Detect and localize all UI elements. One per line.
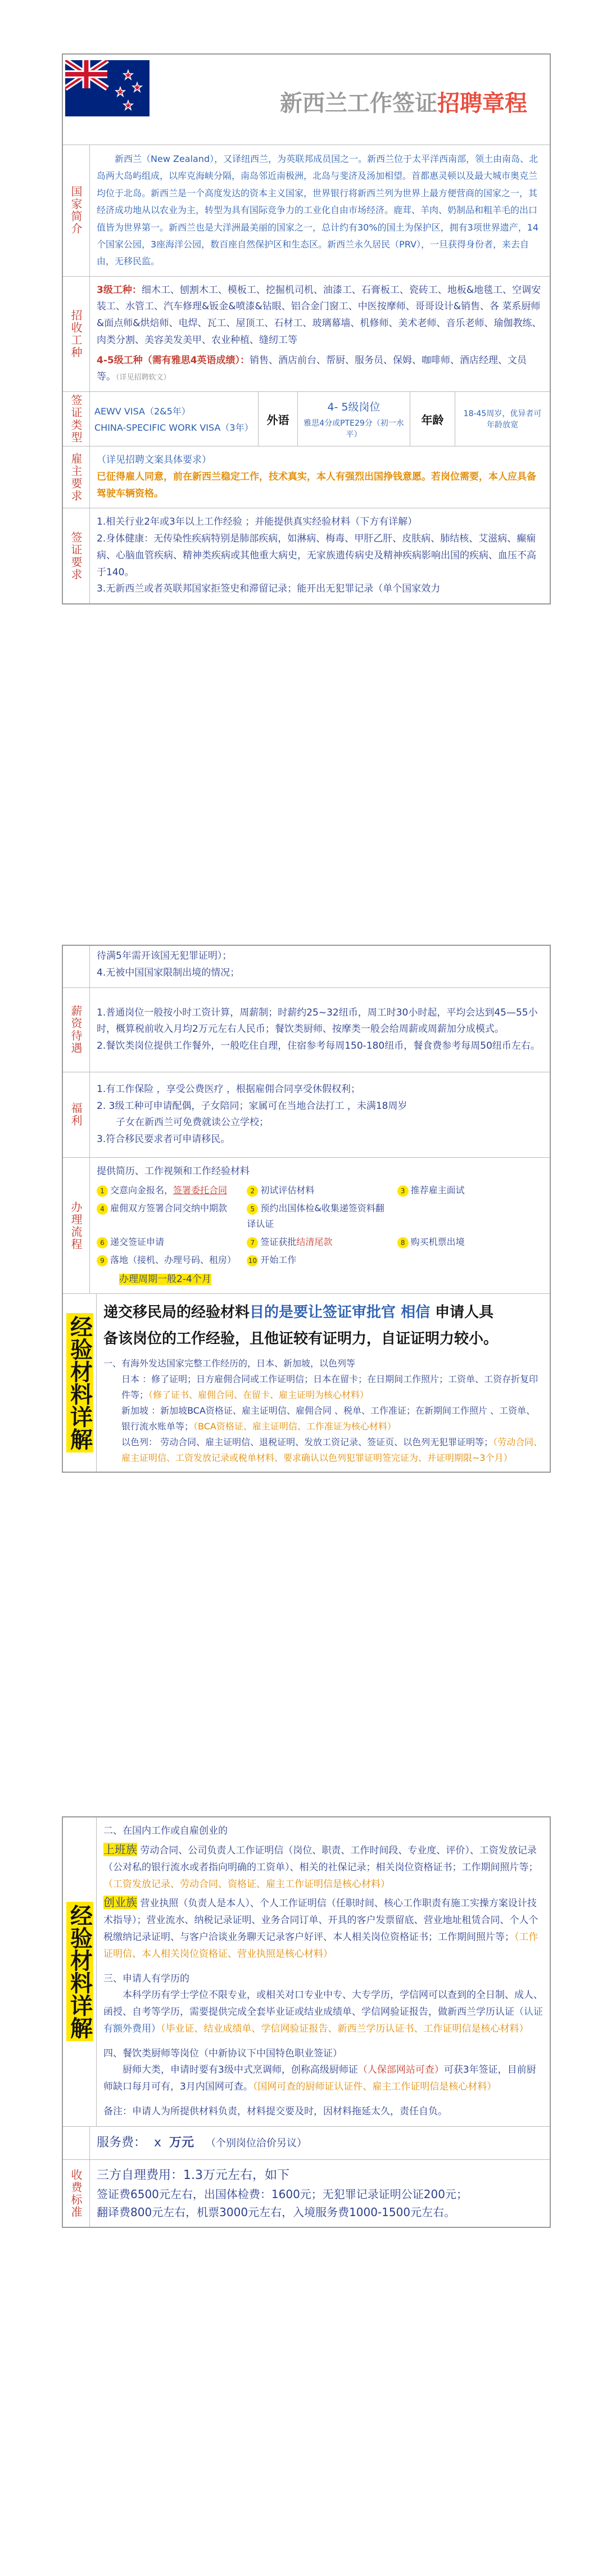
service-fee: 服务费： x 万元 （个别岗位洽价另议） [97,2135,307,2150]
experience-content [97,1294,550,1472]
language-score: 雅思4分或PTE29分（初一水平） [304,418,404,439]
jobs-row [63,276,550,392]
welfare-content [90,1072,550,1157]
process-label: 办理流程 [63,1158,90,1294]
experience-s4-title: 四、餐饮类厨师等岗位（中新协议下中国特色职业签证） [103,2047,342,2059]
process-step: 5 预约出国体检&收集递签资料翻译认证 [247,1202,384,1229]
process-row [63,1157,550,1294]
process-step: 9 落地（接机、办理号码、租房） [97,1252,242,1268]
experience-row-2 [63,1817,550,2126]
visa-row [63,391,550,446]
service-fee-row [63,2126,550,2160]
process-step: 10 开始工作 [247,1252,392,1268]
age-value: 18-45周岁，优异者可年龄放宽 [463,409,542,430]
welfare-label: 福利 [63,1072,90,1157]
process-duration: 办理周期一般2-4个月 [119,1273,211,1285]
experience-section-1 [103,1356,543,1466]
process-head: 提供简历、工作视频和工作经验材料 [97,1165,250,1177]
language-level: 4- 5级岗位 [327,400,380,413]
process-step: 4 雇佣双方签署合同交纳中期款 [97,1201,242,1232]
visa-req-cont [90,946,550,987]
fees-row [63,2159,550,2227]
experience-remark: 备注：申请人为所提供材料负责，材料提交要及时，因材料拖延太久，责任自负。 [103,2105,447,2117]
country-intro-row [63,145,550,276]
welfare-item-2b: 子女在新西兰可免费就读公立学校； [116,1117,269,1129]
new-zealand-flag-icon [65,60,150,116]
experience-s4-text: 厨师大类，申请时要有3级中式烹调师，创称高级厨师证（人保部网站可查）可获3年签证，目前厨师缺口每月可有，3月内国网可查。（国网可查的厨师证认证件、雇主工作证明信是核心材料） [103,2064,536,2092]
experience-s3-text: 本科学历有学士学位不限专业，或相关对口专业中专、大专学历，学信网可以查到的全日制、成人、函授、自考等学历，需要提供完成全套毕业证或结业成绩单、学信网验证报告，做新西兰学历认证（认证有额外费用）（毕业证、结业成绩单、学信网验证报告、新西兰学历认证书、工作证明信是核心材料） [103,1989,543,2034]
fees-third-party-2: 翻译费800元左右，机票3000元左右，入境服务费1000-1500元左右。 [97,2205,456,2219]
process-step: 8 购买机票出境 [397,1234,543,1250]
welfare-row [63,1072,550,1157]
jobs-group4-title: 4-5级工种（需有雅思4英语成绩）： [97,354,250,366]
process-step: 3 推荐雇主面试 [397,1183,543,1198]
age-label: 年龄 [410,392,455,446]
visa-req-label: 签证要求 [63,508,90,603]
experience-content-2 [97,1817,550,2126]
employer-text: 已征得雇人同意，前在新西兰稳定工作，技术真实，本人有强烈出国挣钱意愿。若岗位需要，本人应具备驾驶车辆资格。 [97,471,536,499]
experience-s1-title: 一、有海外发达国家完整工作经历的，日本、新加坡，以色列等 [103,1357,356,1369]
jobs-group4-note: （详见招聘软文） [116,373,171,382]
visa-table [90,392,550,446]
experience-s1-il: 以色列： 劳动合同、雇主证明信、退税证明、发放工资记录、签证页、以色列无犯罪证明等；（劳动合同、雇主证明信、工资发放记录或税单材料、要求确认以色列犯罪证明签完证为、并证明期限~3个月） [121,1436,543,1463]
visa-req-row [63,508,550,603]
salary-row [63,987,550,1072]
experience-row [63,1293,550,1472]
process-step: 7 签证获批结清尾款 [247,1234,392,1250]
welfare-item-3: 3.符合移民要求者可申请移民。 [97,1134,230,1145]
experience-s1-japan: 日本 ：修了证明；日方雇佣合同或工作证明信；日本在留卡；在日期间工作照片；工资单、工资存折复印件等；（修了证书、雇佣合同、在留卡、雇主证明为核心材料） [121,1373,538,1400]
fees-third-party-1: 签证费6500元左右，出国体检费：1600元；无犯罪记录证明公证200元； [97,2187,468,2201]
process-content [90,1158,550,1294]
experience-s2-biz: 创业族 营业执照（负责人是本人）、个人工作证明信（任职时间、核心工作职责有施工实操方案设计技术指导）；营业流水、纳税记录证明、业务合同订单、开具的客户发票留底、营业地址租赁合同、个人个税缴纳记录证明、与客户洽谈业务聊天记录客户好评、本人相关岗位资格证书；工作期间照片等；（工作证明信、本人相关岗位资格证、营业执照是核心材料） [103,1896,538,1960]
visa-type-aewv: AEWV VISA（2&5年） [94,406,191,417]
service-fee-label-blank [63,2127,90,2160]
process-steps [97,1183,543,1268]
employer-label: 雇主要求 [63,446,90,508]
employer-row [63,446,550,508]
jobs-group3-title: 3级工种： [97,284,142,296]
jobs-group4-text: 销售、酒店前台、帮厨、服务员、保姆、咖啡师、酒店经理、文员等。 [97,354,527,383]
block-3 [62,1816,551,2228]
experience-s3-title: 三、申请人有学历的 [103,1973,189,1984]
salary-item-2: 2.餐饮类岗位提供工作餐外，一般吃住自理，住宿参考每周150-180纽币，餐食费参考每周50纽币左右。 [97,1040,540,1052]
visa-req-item-3b: 待满5年需开该国无犯罪证明）； [97,950,232,962]
experience-s2-office: 上班族 劳动合同、公司负责人工作证明信（岗位、职责、工作时间段、专业度、评价）、工资发放记录（公对私的银行流水或者指向明确的工资单）、相关的社保记录；相关岗位资格证书；工作期间照片等；（工资发放记录、劳动合同、资格证、雇主工作证明信是核心材料） [103,1842,538,1890]
block-1 [62,53,551,604]
language-label: 外语 [259,392,298,446]
fees-label: 收费标准 [63,2160,90,2227]
salary-label: 薪资待遇 [63,988,90,1072]
visa-req-content [90,508,550,603]
experience-label-2: 经验材料详解 [63,1817,97,2126]
jobs-group4 [97,353,543,386]
process-step: 1 交意向金报名，签署委托合同 [97,1183,242,1198]
process-step: 6 递交签证申请 [97,1234,242,1250]
visa-req-cont-row [63,946,550,987]
country-intro-label: 国家简介 [63,145,90,276]
employer-content [90,446,550,508]
jobs-label: 招收工种 [63,277,90,392]
experience-label: 经验材料详解 [63,1294,97,1472]
visa-req-item-1: 1.相关行业2年或3年以上工作经验 ；并能提供真实经验材料（下方有详解） [97,516,418,528]
experience-s1-sg: 新加坡 ：新加坡BCA资格证、雇主证明信、雇佣合同 、税单、工作准证；在新期间工作照片 、工资单、银行流水账单等；（BCA资格证、雇主证明信、工作准证为核心材料） [121,1405,536,1432]
process-step [397,1201,543,1232]
block-2 [62,945,551,1473]
page-title: 新西兰工作签证招聘章程 [280,91,527,116]
welfare-item-2: 2. 3级工种可申请配偶，子女陪同；家属可在当地合法打工 ，未满18周岁 [97,1100,407,1112]
experience-lead: 递交移民局的经验材料目的是要让签证审批官 相信 申请人具 [103,1304,494,1321]
header [63,55,550,145]
employer-note: （详见招聘文案具体要求） [97,454,211,466]
visa-req-item-2: 2.身体健康：无传染性疾病特别是肺部疾病，如淋病、梅毒、甲肝乙肝、皮肤病、肺结核、艾滋病、癫痫病、心脑血管疾病、精神类疾病或其他重大病史，无家族遗传病史及精神疾病影响出国的疾病、血压不高于140。 [97,533,536,578]
fees-third-party-title: 三方自理费用：1.3万元左右，如下 [97,2168,289,2182]
salary-item-1: 1.普通岗位一般按小时工资计算，周薪制；时薪约25~32纽币，周工时30小时起，平均会达到45—55小时，概算税前收入月均2万元左右人民币；餐饮类厨师、按摩类一般会给周薪或周薪加分成模式。 [97,1007,538,1035]
visa-type-china: CHINA-SPECIFIC WORK VISA（3年） [94,422,253,434]
jobs-group3 [97,282,543,349]
fees-content [90,2160,550,2227]
language-requirement [298,392,410,446]
process-step: 2 初试评估材料 [247,1183,392,1198]
jobs-group3-text: 细木工、刨割木工、模板工、挖掘机司机、油漆工、石膏板工、瓷砖工、地板&地毯工、空调安装工、水管工、汽车修理&钣金&喷漆&钻眼、铝合金门窗工、中医按摩师、哥哥设计&销售、各 菜系厨师&面点师&烘焙师、电焊、瓦工、屋顶工、石材工、玻璃幕墙、机修师、美术老师、音乐老师、瑜伽教练、肉类分割、美容美发美甲、农业种植、缝纫工等 [97,284,542,346]
visa-types [90,392,259,446]
visa-req-item-3a: 3.无新西兰或者英联邦国家拒签史和滞留记录；能开出无犯罪记录（单个国家效力 [97,583,441,595]
salary-content [90,988,550,1072]
country-intro-text: 新西兰（New Zealand），又译纽西兰，为英联邦成员国之一。新西兰位于太平洋西南部，领土由南岛、北岛两大岛屿组成，以库克海峡分隔，南岛邻近南极洲，北岛与斐济及汤加相望。首都惠灵顿以及最大城市奥克兰均位于北岛。新西兰是一个高度发达的资本主义国家，世界银行将新西兰列为世界上最方便营商的国家之一，其经济成功地从以农业为主，转型为具有国际竞争力的工业化自由市场经济。鹿茸、羊肉、奶制品和粗羊毛的出口值皆为世界第一。新西兰也是大洋洲最美丽的国家之一，总计约有30%的国土为保护区，拥有3项世界遗产，14个国家公园，3座海洋公园，数百座自然保护区和生态区。新西兰永久居民（PRV），一旦获得身份者，来去自由，无移民监。 [97,154,539,267]
welfare-item-1: 1.有工作保险 ，享受公费医疗 ，根据雇佣合同享受休假权利； [97,1083,361,1095]
jobs-content [90,277,550,392]
experience-lead-2: 备该岗位的工作经验，且他证较有证明力，自证证明力较小。 [103,1330,499,1348]
visa-req-item-4: 4.无被中国国家限制出境的情况； [97,967,240,978]
experience-s2-title: 二、在国内工作或自雇创业的 [103,1825,228,1837]
visa-req-cont-label [63,946,90,987]
visa-label: 签证类型 [63,392,90,446]
